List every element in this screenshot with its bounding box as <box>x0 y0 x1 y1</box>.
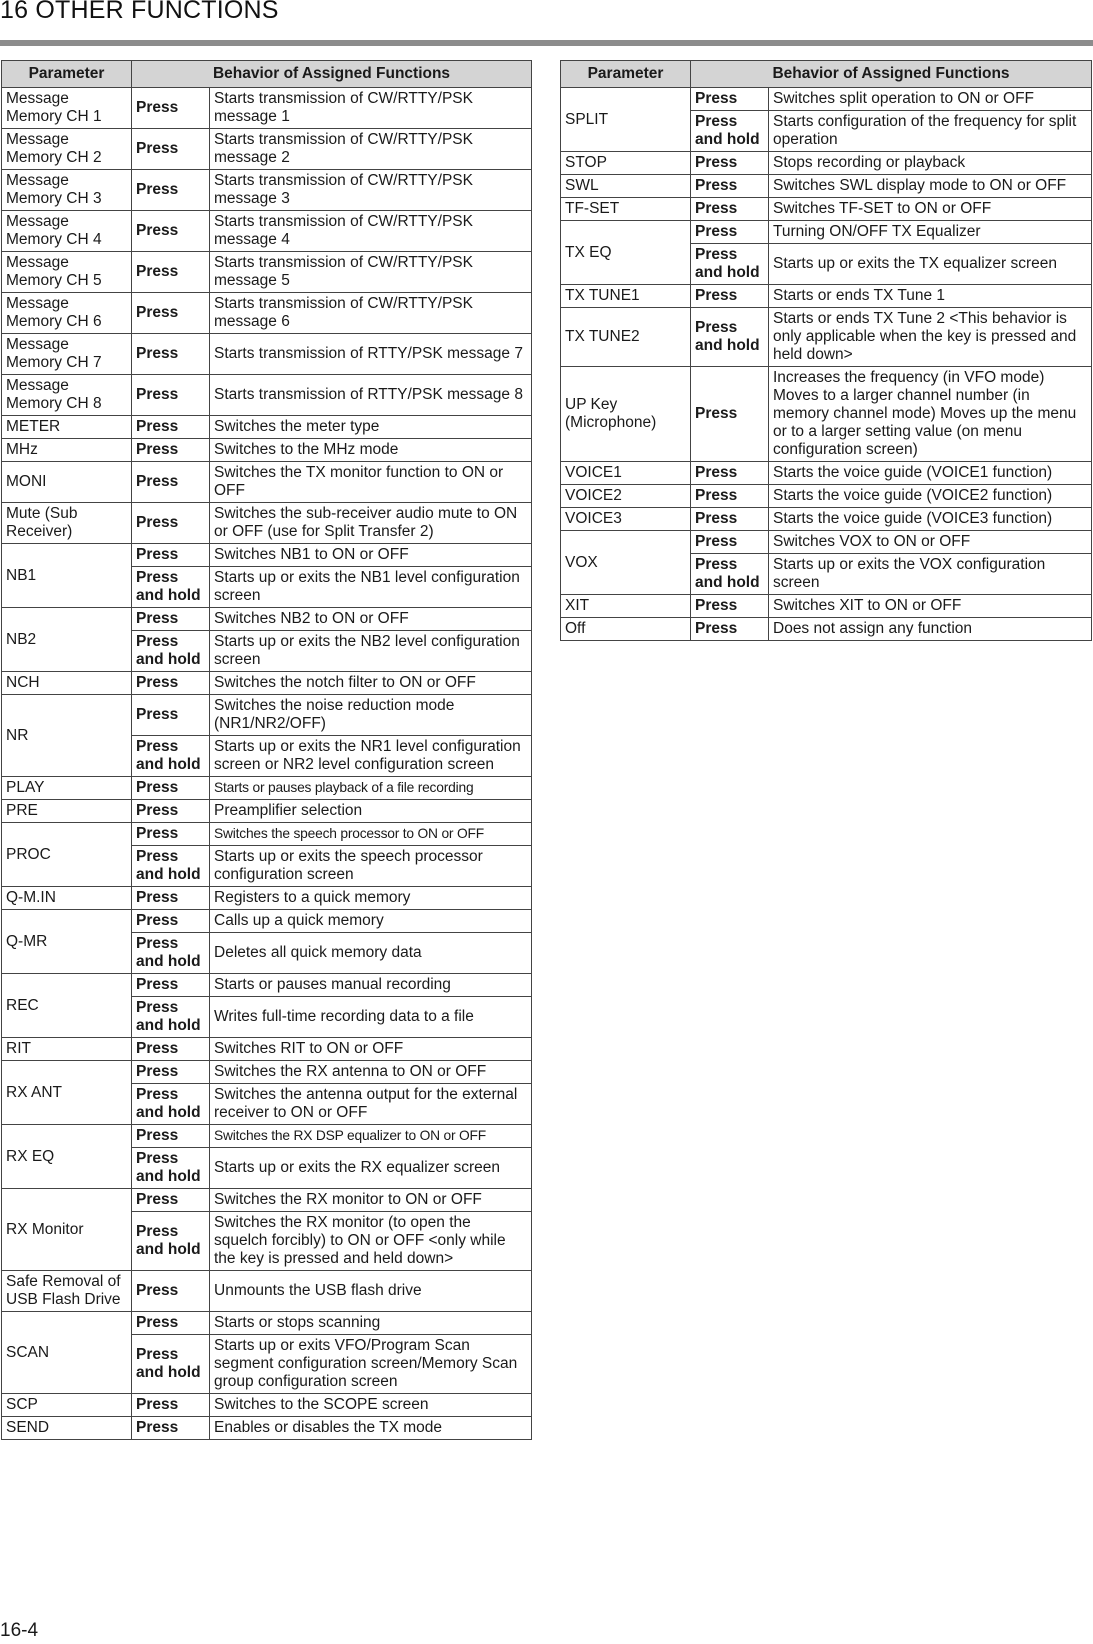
behavior-cell: Does not assign any function <box>769 618 1092 641</box>
behavior-cell: Turning ON/OFF TX Equalizer <box>769 221 1092 244</box>
behavior-cell: Switches the speech processor to ON or OFF <box>210 823 532 846</box>
action-cell: Press <box>132 375 210 416</box>
action-cell: Press <box>132 544 210 567</box>
behavior-cell: Switches the TX monitor function to ON or OFF <box>210 462 532 503</box>
table-row <box>2 887 532 910</box>
parameter-cell: Mute (Sub Receiver) <box>2 503 132 544</box>
parameter-cell: NCH <box>2 672 132 695</box>
behavior-cell: Switches the meter type <box>210 416 532 439</box>
behavior-column-header: Behavior of Assigned Functions <box>132 61 532 88</box>
action-cell: Press <box>132 974 210 997</box>
action-cell: Press and hold <box>132 1148 210 1189</box>
behavior-cell: Switches TF-SET to ON or OFF <box>769 198 1092 221</box>
action-cell: Press <box>691 285 769 308</box>
parameter-cell: REC <box>2 974 132 1038</box>
table-row <box>561 285 1092 308</box>
action-cell: Press <box>132 416 210 439</box>
action-cell: Press <box>691 462 769 485</box>
parameter-cell: UP Key (Microphone) <box>561 367 691 462</box>
action-cell: Press <box>132 88 210 129</box>
action-cell: Press <box>132 1312 210 1335</box>
parameter-cell: RIT <box>2 1038 132 1061</box>
behavior-cell: Switches VOX to ON or OFF <box>769 531 1092 554</box>
parameter-cell: STOP <box>561 152 691 175</box>
table-row <box>2 129 532 170</box>
table-row <box>2 1061 532 1084</box>
functions-table-right <box>560 60 1092 641</box>
behavior-cell: Stops recording or playback <box>769 152 1092 175</box>
parameter-cell: VOICE2 <box>561 485 691 508</box>
parameter-cell: Message Memory CH 5 <box>2 252 132 293</box>
action-cell: Press <box>132 887 210 910</box>
parameter-cell: Off <box>561 618 691 641</box>
action-cell: Press <box>132 334 210 375</box>
behavior-cell: Switches RIT to ON or OFF <box>210 1038 532 1061</box>
behavior-cell: Starts up or exits the RX equalizer screen <box>210 1148 532 1189</box>
table-row <box>2 800 532 823</box>
behavior-cell: Switches to the SCOPE screen <box>210 1394 532 1417</box>
parameter-cell: SPLIT <box>561 88 691 152</box>
behavior-cell: Switches NB1 to ON or OFF <box>210 544 532 567</box>
table-row <box>2 910 532 933</box>
action-cell: Press <box>132 462 210 503</box>
table-row <box>2 462 532 503</box>
behavior-cell: Switches SWL display mode to ON or OFF <box>769 175 1092 198</box>
action-cell: Press <box>132 672 210 695</box>
table-row <box>2 777 532 800</box>
parameter-cell: SEND <box>2 1417 132 1440</box>
behavior-cell: Starts up or exits the NB1 level configuration screen <box>210 567 532 608</box>
parameter-cell: NB2 <box>2 608 132 672</box>
behavior-cell: Starts up or exits VFO/Program Scan segment configuration screen/Memory Scan group configuration screen <box>210 1335 532 1394</box>
behavior-cell: Starts transmission of CW/RTTY/PSK message 5 <box>210 252 532 293</box>
behavior-cell: Unmounts the USB flash drive <box>210 1271 532 1312</box>
behavior-cell: Registers to a quick memory <box>210 887 532 910</box>
parameter-cell: NB1 <box>2 544 132 608</box>
table-row <box>2 672 532 695</box>
action-cell: Press <box>132 211 210 252</box>
table-row <box>561 308 1092 367</box>
parameter-cell: Q-M.IN <box>2 887 132 910</box>
table-row <box>2 1417 532 1440</box>
header-rule <box>0 40 1093 46</box>
action-cell: Press <box>132 1061 210 1084</box>
behavior-cell: Starts transmission of RTTY/PSK message 7 <box>210 334 532 375</box>
behavior-cell: Starts the voice guide (VOICE2 function) <box>769 485 1092 508</box>
table-row <box>2 170 532 211</box>
parameter-cell: VOICE1 <box>561 462 691 485</box>
action-cell: Press <box>132 1189 210 1212</box>
behavior-cell: Starts the voice guide (VOICE1 function) <box>769 462 1092 485</box>
table-row <box>561 595 1092 618</box>
parameter-cell: Safe Removal of USB Flash Drive <box>2 1271 132 1312</box>
behavior-cell: Starts the voice guide (VOICE3 function) <box>769 508 1092 531</box>
action-cell: Press <box>691 198 769 221</box>
parameter-column-header: Parameter <box>561 61 691 88</box>
table-row <box>561 485 1092 508</box>
behavior-cell: Starts transmission of CW/RTTY/PSK message 3 <box>210 170 532 211</box>
parameter-cell: RX Monitor <box>2 1189 132 1271</box>
parameter-cell: Message Memory CH 3 <box>2 170 132 211</box>
parameter-cell: Message Memory CH 8 <box>2 375 132 416</box>
behavior-cell: Starts or stops scanning <box>210 1312 532 1335</box>
behavior-cell: Switches XIT to ON or OFF <box>769 595 1092 618</box>
behavior-cell: Deletes all quick memory data <box>210 933 532 974</box>
behavior-cell: Increases the frequency (in VFO mode) Moves to a larger channel number (in memory channel mode) Moves up the menu or to a larger setting value (on menu configuration screen) <box>769 367 1092 462</box>
parameter-cell: MONI <box>2 462 132 503</box>
action-cell: Press <box>132 777 210 800</box>
table-body-right <box>561 88 1092 641</box>
table-row <box>2 608 532 631</box>
parameter-cell: TX TUNE2 <box>561 308 691 367</box>
action-cell: Press <box>132 503 210 544</box>
action-cell: Press <box>691 367 769 462</box>
table-row <box>2 416 532 439</box>
behavior-cell: Starts up or exits the NR1 level configuration screen or NR2 level configuration screen <box>210 736 532 777</box>
parameter-cell: XIT <box>561 595 691 618</box>
action-cell: Press <box>132 293 210 334</box>
behavior-cell: Starts or pauses manual recording <box>210 974 532 997</box>
parameter-cell: Message Memory CH 2 <box>2 129 132 170</box>
section-title: 16 OTHER FUNCTIONS <box>0 0 279 24</box>
action-cell: Press <box>691 595 769 618</box>
parameter-cell: Message Memory CH 6 <box>2 293 132 334</box>
behavior-cell: Switches the RX monitor (to open the squelch forcibly) to ON or OFF <only while the key is pressed and held down> <box>210 1212 532 1271</box>
table-body-left <box>2 88 532 1440</box>
parameter-cell: VOX <box>561 531 691 595</box>
behavior-cell: Starts transmission of CW/RTTY/PSK message 1 <box>210 88 532 129</box>
parameter-cell: SWL <box>561 175 691 198</box>
table-row <box>2 1271 532 1312</box>
action-cell: Press and hold <box>691 554 769 595</box>
action-cell: Press <box>691 175 769 198</box>
table-row <box>2 252 532 293</box>
behavior-cell: Starts transmission of CW/RTTY/PSK message 6 <box>210 293 532 334</box>
table-row <box>2 695 532 736</box>
behavior-cell: Starts or pauses playback of a file recording <box>210 777 532 800</box>
behavior-cell: Enables or disables the TX mode <box>210 1417 532 1440</box>
parameter-cell: PLAY <box>2 777 132 800</box>
table-row <box>2 293 532 334</box>
parameter-cell: RX EQ <box>2 1125 132 1189</box>
table-row <box>561 367 1092 462</box>
action-cell: Press and hold <box>132 1212 210 1271</box>
behavior-cell: Starts configuration of the frequency for split operation <box>769 111 1092 152</box>
action-cell: Press <box>132 1125 210 1148</box>
action-cell: Press <box>691 531 769 554</box>
action-cell: Press <box>691 508 769 531</box>
parameter-cell: SCAN <box>2 1312 132 1394</box>
parameter-cell: Message Memory CH 7 <box>2 334 132 375</box>
table-row <box>2 375 532 416</box>
action-cell: Press and hold <box>132 846 210 887</box>
behavior-cell: Writes full-time recording data to a file <box>210 997 532 1038</box>
table-row <box>2 974 532 997</box>
behavior-cell: Starts up or exits the VOX configuration screen <box>769 554 1092 595</box>
behavior-cell: Switches the noise reduction mode (NR1/NR2/OFF) <box>210 695 532 736</box>
table-row <box>2 1189 532 1212</box>
action-cell: Press and hold <box>132 567 210 608</box>
parameter-cell: RX ANT <box>2 1061 132 1125</box>
table-row <box>561 152 1092 175</box>
action-cell: Press <box>691 152 769 175</box>
parameter-cell: Message Memory CH 4 <box>2 211 132 252</box>
parameter-cell: Q-MR <box>2 910 132 974</box>
behavior-cell: Switches the antenna output for the external receiver to ON or OFF <box>210 1084 532 1125</box>
parameter-column-header: Parameter <box>2 61 132 88</box>
behavior-cell: Switches the RX monitor to ON or OFF <box>210 1189 532 1212</box>
behavior-cell: Switches the RX antenna to ON or OFF <box>210 1061 532 1084</box>
table-row <box>561 88 1092 111</box>
action-cell: Press <box>691 485 769 508</box>
table-row <box>2 503 532 544</box>
behavior-cell: Switches the RX DSP equalizer to ON or OFF <box>210 1125 532 1148</box>
action-cell: Press <box>132 910 210 933</box>
parameter-cell: MHz <box>2 439 132 462</box>
action-cell: Press and hold <box>691 111 769 152</box>
table-header-row <box>2 61 532 88</box>
behavior-cell: Starts transmission of RTTY/PSK message 8 <box>210 375 532 416</box>
action-cell: Press <box>132 252 210 293</box>
action-cell: Press <box>132 800 210 823</box>
table-row <box>2 1312 532 1335</box>
behavior-cell: Switches the sub-receiver audio mute to ON or OFF (use for Split Transfer 2) <box>210 503 532 544</box>
page-number: 16-4 <box>0 1620 39 1641</box>
behavior-cell: Starts or ends TX Tune 1 <box>769 285 1092 308</box>
behavior-cell: Switches the notch filter to ON or OFF <box>210 672 532 695</box>
table-row <box>2 88 532 129</box>
behavior-cell: Starts or ends TX Tune 2 <This behavior is only applicable when the key is pressed and held down> <box>769 308 1092 367</box>
behavior-cell: Switches split operation to ON or OFF <box>769 88 1092 111</box>
action-cell: Press <box>691 88 769 111</box>
parameter-cell: SCP <box>2 1394 132 1417</box>
action-cell: Press <box>132 823 210 846</box>
parameter-cell: PROC <box>2 823 132 887</box>
action-cell: Press and hold <box>691 308 769 367</box>
action-cell: Press <box>132 170 210 211</box>
behavior-cell: Switches to the MHz mode <box>210 439 532 462</box>
parameter-cell: PRE <box>2 800 132 823</box>
behavior-cell: Preamplifier selection <box>210 800 532 823</box>
action-cell: Press and hold <box>132 1084 210 1125</box>
table-row <box>2 439 532 462</box>
parameter-cell: METER <box>2 416 132 439</box>
table-row <box>561 221 1092 244</box>
table-row <box>2 823 532 846</box>
action-cell: Press <box>132 1271 210 1312</box>
behavior-column-header: Behavior of Assigned Functions <box>691 61 1092 88</box>
parameter-cell: Message Memory CH 1 <box>2 88 132 129</box>
table-row <box>2 1394 532 1417</box>
parameter-cell: NR <box>2 695 132 777</box>
action-cell: Press <box>132 1038 210 1061</box>
table-row <box>2 544 532 567</box>
action-cell: Press and hold <box>132 933 210 974</box>
table-row <box>561 508 1092 531</box>
parameter-cell: TX EQ <box>561 221 691 285</box>
parameter-cell: TX TUNE1 <box>561 285 691 308</box>
table-row <box>2 1038 532 1061</box>
table-row <box>561 618 1092 641</box>
table-row <box>2 211 532 252</box>
action-cell: Press and hold <box>132 997 210 1038</box>
action-cell: Press <box>132 439 210 462</box>
action-cell: Press and hold <box>132 736 210 777</box>
table-row <box>561 175 1092 198</box>
behavior-cell: Switches NB2 to ON or OFF <box>210 608 532 631</box>
behavior-cell: Starts up or exits the speech processor configuration screen <box>210 846 532 887</box>
action-cell: Press <box>132 695 210 736</box>
parameter-cell: TF-SET <box>561 198 691 221</box>
behavior-cell: Calls up a quick memory <box>210 910 532 933</box>
functions-table-left <box>1 60 532 1440</box>
action-cell: Press <box>132 129 210 170</box>
action-cell: Press and hold <box>132 631 210 672</box>
behavior-cell: Starts transmission of CW/RTTY/PSK message 4 <box>210 211 532 252</box>
action-cell: Press <box>132 608 210 631</box>
action-cell: Press <box>132 1417 210 1440</box>
action-cell: Press and hold <box>132 1335 210 1394</box>
table-row <box>2 334 532 375</box>
behavior-cell: Starts transmission of CW/RTTY/PSK message 2 <box>210 129 532 170</box>
table-header-row <box>561 61 1092 88</box>
action-cell: Press <box>132 1394 210 1417</box>
table-row <box>561 531 1092 554</box>
table-row <box>2 1125 532 1148</box>
table-row <box>561 198 1092 221</box>
action-cell: Press and hold <box>691 244 769 285</box>
behavior-cell: Starts up or exits the TX equalizer screen <box>769 244 1092 285</box>
action-cell: Press <box>691 221 769 244</box>
behavior-cell: Starts up or exits the NB2 level configuration screen <box>210 631 532 672</box>
table-row <box>561 462 1092 485</box>
page-header <box>0 0 1093 50</box>
action-cell: Press <box>691 618 769 641</box>
parameter-cell: VOICE3 <box>561 508 691 531</box>
